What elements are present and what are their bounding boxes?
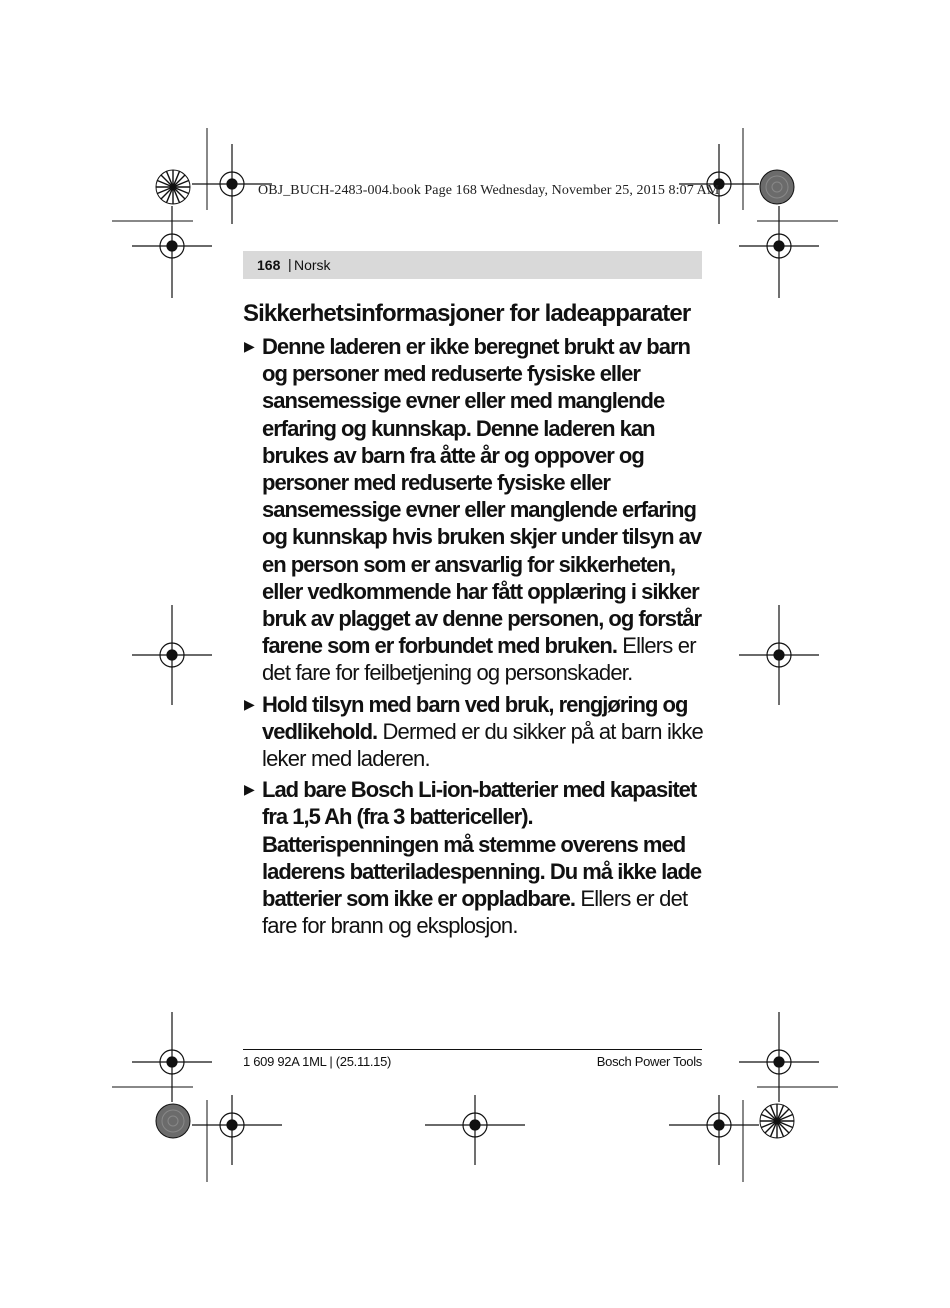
page-number: 168 xyxy=(257,257,281,273)
safety-paragraph xyxy=(262,776,705,939)
bullet-triangle-icon: ▶ xyxy=(244,338,255,354)
starburst-icon xyxy=(156,170,190,204)
section-title: Sikkerhetsinformasjoner for ladeapparater xyxy=(243,300,691,327)
bold-text: Denne laderen er ikke beregnet brukt av barn og personer med reduserte fysiske eller sansemessige evner eller med manglende erfaring og kunnskap. Denne laderen kan brukes av barn fra åtte år og oppover og personer med reduserte fysiske eller sansemessige evner eller manglende erfaring og kunnskap hvis bruken skjer under tilsyn av en person som er ansvarlig for sikkerheten, eller vedkommende har fått opplæring i sikker bruk av plagget av denne personen, og forstår farene som er forbundet med bruken. xyxy=(262,334,702,659)
gray-target-icon xyxy=(760,170,794,204)
footer-divider xyxy=(243,1049,702,1050)
normal-text: Ellers er det fare for feilbetjening og personskader. xyxy=(262,633,696,686)
normal-text: Dermed er du sikker på at barn ikke leker med laderen. xyxy=(262,718,703,772)
main-content xyxy=(243,298,705,943)
print-slug: OBJ_BUCH-2483-004.book Page 168 Wednesday, November 25, 2015 8:07 AM xyxy=(258,183,720,198)
bullet-triangle-icon: ▶ xyxy=(244,781,255,798)
list-item xyxy=(243,691,705,773)
page-header xyxy=(243,251,702,279)
list-item xyxy=(243,776,705,939)
header-language: Norsk xyxy=(294,257,331,273)
bullet-triangle-icon: ▶ xyxy=(244,695,255,712)
header-separator: | xyxy=(288,256,292,272)
footer-brand: Bosch Power Tools xyxy=(596,1054,702,1069)
bold-text: Hold tilsyn med barn ved bruk, rengjøring og vedlikehold. xyxy=(262,691,688,744)
normal-text: Ellers er det fare for brann og eksplosjon. xyxy=(262,886,688,939)
list-item xyxy=(243,333,705,687)
starburst-icon xyxy=(760,1104,794,1138)
safety-paragraph xyxy=(262,333,705,687)
gray-target-icon xyxy=(156,1104,190,1138)
bold-text: Lad bare Bosch Li-ion-batterier med kapasitet fra 1,5 Ah (fra 3 battericeller). Batterispenningen må stemme overens med laderens batteriladespenning. Du må ikke lade batterier som ikke er oppladbare. xyxy=(262,777,702,912)
footer-doc-id: 1 609 92A 1ML | (25.11.15) xyxy=(243,1054,392,1069)
safety-paragraph xyxy=(262,691,705,773)
